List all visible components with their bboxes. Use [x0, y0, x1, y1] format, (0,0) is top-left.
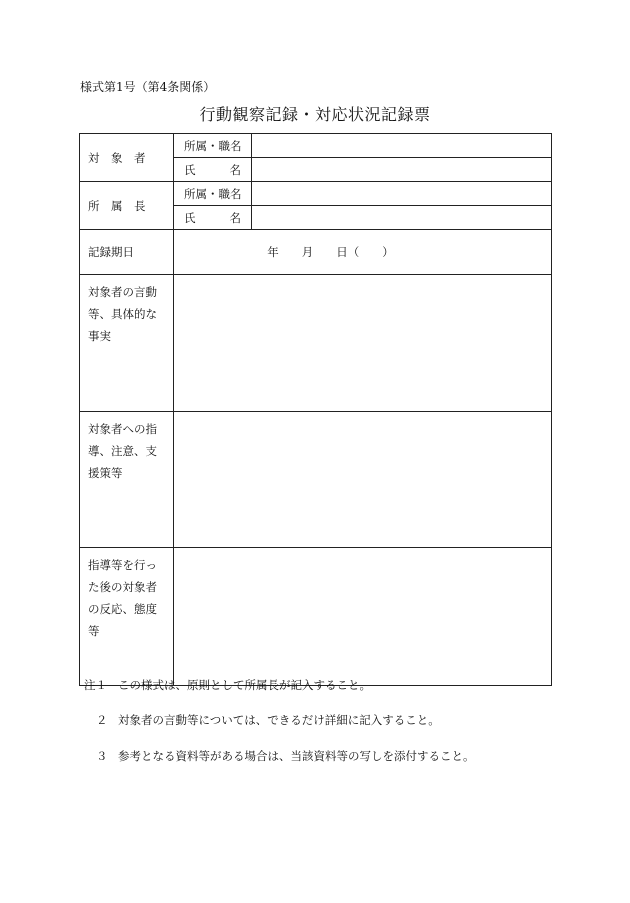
document-title: 行動観察記録・対応状況記録票	[199, 105, 431, 124]
note-1-number: 注１	[84, 678, 107, 692]
head-affiliation-label-cell	[174, 182, 252, 206]
subject-name-field[interactable]	[252, 158, 552, 182]
date-field[interactable]	[174, 230, 552, 275]
guidance-field[interactable]	[174, 412, 552, 548]
subject-label-cell	[80, 134, 174, 182]
head-label: 所 属 長	[88, 198, 146, 213]
note-3-text: 参考となる資料等がある場合は、当該資料等の写しを添付すること。	[118, 749, 475, 763]
reaction-label: 指導等を行った後の対象者の反応、態度等	[88, 558, 157, 638]
facts-row	[80, 275, 552, 412]
note-3	[96, 748, 475, 764]
head-affiliation-label: 所属・職名	[184, 186, 242, 201]
form-number: 様式第1号（第4条関係）	[80, 80, 216, 94]
head-affiliation-row	[80, 182, 552, 206]
note-3-number: ３	[96, 749, 108, 763]
head-label-cell	[80, 182, 174, 230]
facts-field[interactable]	[174, 275, 552, 412]
note-1-text: この様式は、原則として所属長が記入すること。	[118, 678, 371, 692]
head-affiliation-field[interactable]	[252, 182, 552, 206]
head-name-label-right: 名	[229, 210, 241, 225]
subject-label: 対 象 者	[88, 150, 146, 165]
note-2	[96, 712, 440, 728]
date-label-cell	[80, 230, 174, 275]
guidance-label: 対象者への指導、注意、支援策等	[88, 422, 157, 480]
record-form-table	[79, 133, 552, 686]
head-name-label-cell	[174, 206, 252, 230]
note-2-number: ２	[96, 713, 108, 727]
subject-affiliation-row	[80, 134, 552, 158]
date-label: 記録期日	[88, 245, 134, 259]
subject-affiliation-field[interactable]	[252, 134, 552, 158]
subject-name-label-cell	[174, 158, 252, 182]
date-template: 年 月 日（ ）	[267, 245, 394, 259]
subject-affiliation-label: 所属・職名	[184, 138, 242, 153]
facts-label: 対象者の言動等、具体的な事実	[88, 285, 157, 343]
head-name-field[interactable]	[252, 206, 552, 230]
guidance-label-cell	[80, 412, 174, 548]
note-2-text: 対象者の言動等については、できるだけ詳細に記入すること。	[118, 713, 440, 727]
guidance-row	[80, 412, 552, 548]
facts-label-cell	[80, 275, 174, 412]
head-name-label-left: 氏	[184, 210, 196, 225]
note-1	[84, 677, 371, 693]
date-row	[80, 230, 552, 275]
subject-affiliation-label-cell	[174, 134, 252, 158]
subject-name-label-left: 氏	[184, 162, 196, 177]
reaction-field[interactable]	[174, 548, 552, 686]
reaction-label-cell	[80, 548, 174, 686]
subject-name-label-right: 名	[229, 162, 241, 177]
reaction-row	[80, 548, 552, 686]
